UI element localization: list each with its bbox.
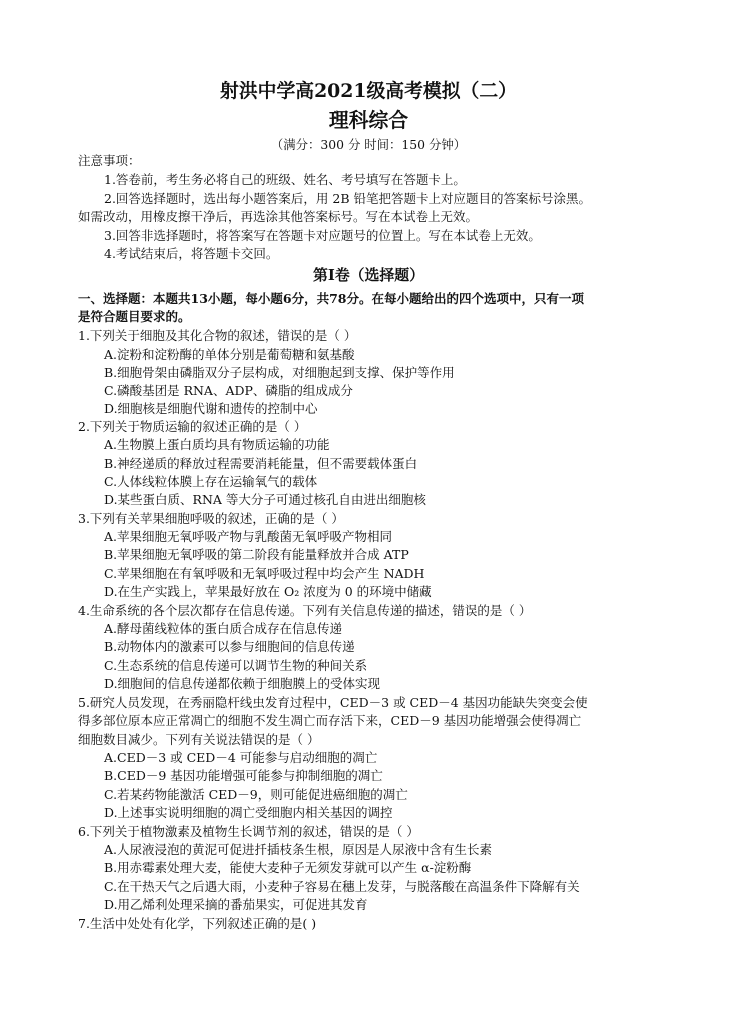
question-option: B.细胞骨架由磷脂双分子层构成，对细胞起到支撑、保护等作用 — [104, 365, 455, 380]
question-stem: 7.生活中处处有化学，下列叙述正确的是( ) — [78, 916, 317, 931]
question-option: B.用赤霉素处理大麦，能使大麦种子无须发芽就可以产生 α-淀粉酶 — [104, 860, 472, 875]
question-option: A.CED－3 或 CED－4 可能参与启动细胞的凋亡 — [104, 750, 378, 765]
question-stem: 2.下列关于物质运输的叙述正确的是（ ） — [78, 419, 307, 434]
notice-item: 4.考试结束后，将答题卡交回。 — [104, 246, 279, 261]
question-option: D.上述事实说明细胞的凋亡受细胞内相关基因的调控 — [104, 805, 393, 820]
question-option: C.磷酸基团是 RNA、ADP、磷脂的组成成分 — [104, 383, 353, 398]
notice-heading: 注意事项： — [78, 153, 141, 168]
question-option: D.用乙烯利处理采摘的番茄果实，可促进其发育 — [104, 897, 368, 912]
question-option: C.人体线粒体膜上存在运输氧气的载体 — [104, 474, 318, 489]
question-stem: 5.研究人员发现，在秀丽隐杆线虫发育过程中，CED－3 或 CED－4 基因功能缺失突变会使 — [78, 695, 588, 710]
section-title: 第Ⅰ卷（选择题） — [313, 266, 424, 284]
question-option: B.苹果细胞无氧呼吸的第二阶段有能量释放并合成 ATP — [104, 547, 409, 562]
notice-item: 1.答卷前，考生务必将自己的班级、姓名、考号填写在答题卡上。 — [104, 172, 466, 187]
question-stem: 1.下列关于细胞及其化合物的叙述，错误的是（ ） — [78, 328, 357, 343]
question-option: A.人尿液浸泡的黄泥可促进扦插枝条生根，原因是人尿液中含有生长素 — [104, 842, 493, 857]
question-option: C.苹果细胞在有氧呼吸和无氧呼吸过程中均会产生 NADH — [104, 566, 425, 581]
exam-title: 射洪中学高2021级高考模拟（二） — [220, 80, 517, 102]
question-option: B.CED－9 基因功能增强可能参与抑制细胞的凋亡 — [104, 768, 383, 783]
exam-subject: 理科综合 — [328, 108, 409, 132]
question-option: B.动物体内的激素可以参与细胞间的信息传递 — [104, 639, 355, 654]
question-stem: 细胞数目减少。下列有关说法错误的是（ ） — [78, 732, 320, 747]
question-stem: 6.下列关于植物激素及植物生长调节剂的叙述，错误的是（ ） — [78, 824, 419, 839]
exam-meta: （满分：300 分 时间：150 分钟） — [270, 138, 467, 152]
question-option: B.神经递质的释放过程需要消耗能量，但不需要载体蛋白 — [104, 456, 418, 471]
notice-item: 如需改动，用橡皮擦干净后，再选涂其他答案标号。写在本试卷上无效。 — [78, 209, 479, 224]
question-option: D.某些蛋白质、RNA 等大分子可通过核孔自由进出细胞核 — [104, 492, 426, 507]
question-option: A.苹果细胞无氧呼吸产物与乳酸菌无氧呼吸产物相同 — [104, 529, 393, 544]
question-option: A.生物膜上蛋白质均具有物质运输的功能 — [104, 437, 330, 452]
question-option: C.生态系统的信息传递可以调节生物的种间关系 — [104, 658, 368, 673]
question-option: A.淀粉和淀粉酶的单体分别是葡萄糖和氨基酸 — [104, 347, 355, 362]
question-option: D.细胞间的信息传递都依赖于细胞膜上的受体实现 — [104, 676, 381, 691]
question-option: D.细胞核是细胞代谢和遗传的控制中心 — [104, 401, 318, 416]
question-option: C.在干热天气之后遇大雨，小麦种子容易在穗上发芽，与脱落酸在高温条件下降解有关 — [104, 879, 580, 894]
question-stem: 3.下列有关苹果细胞呼吸的叙述，正确的是（ ） — [78, 511, 344, 526]
question-option: D.在生产实践上，苹果最好放在 O₂ 浓度为 0 的环境中储藏 — [104, 584, 432, 599]
question-option: A.酵母菌线粒体的蛋白质合成存在信息传递 — [104, 621, 343, 636]
section-instruction: 一、选择题：本题共13小题，每小题6分，共78分。在每小题给出的四个选项中，只有一项 — [78, 291, 584, 306]
section-instruction: 是符合题目要求的。 — [78, 309, 191, 324]
question-stem: 4.生命系统的各个层次都存在信息传递。下列有关信息传递的描述，错误的是（ ） — [78, 603, 532, 618]
question-stem: 得多部位原本应正常凋亡的细胞不发生凋亡而存活下来，CED－9 基因功能增强会使得凋亡 — [78, 713, 582, 728]
question-option: C.若某药物能激活 CED－9，则可能促进癌细胞的凋亡 — [104, 787, 408, 802]
notice-item: 3.回答非选择题时，将答案写在答题卡对应题号的位置上。写在本试卷上无效。 — [104, 228, 541, 243]
notice-item: 2.回答选择题时，选出每小题答案后，用 2B 铅笔把答题卡上对应题目的答案标号涂黑。 — [104, 191, 592, 206]
